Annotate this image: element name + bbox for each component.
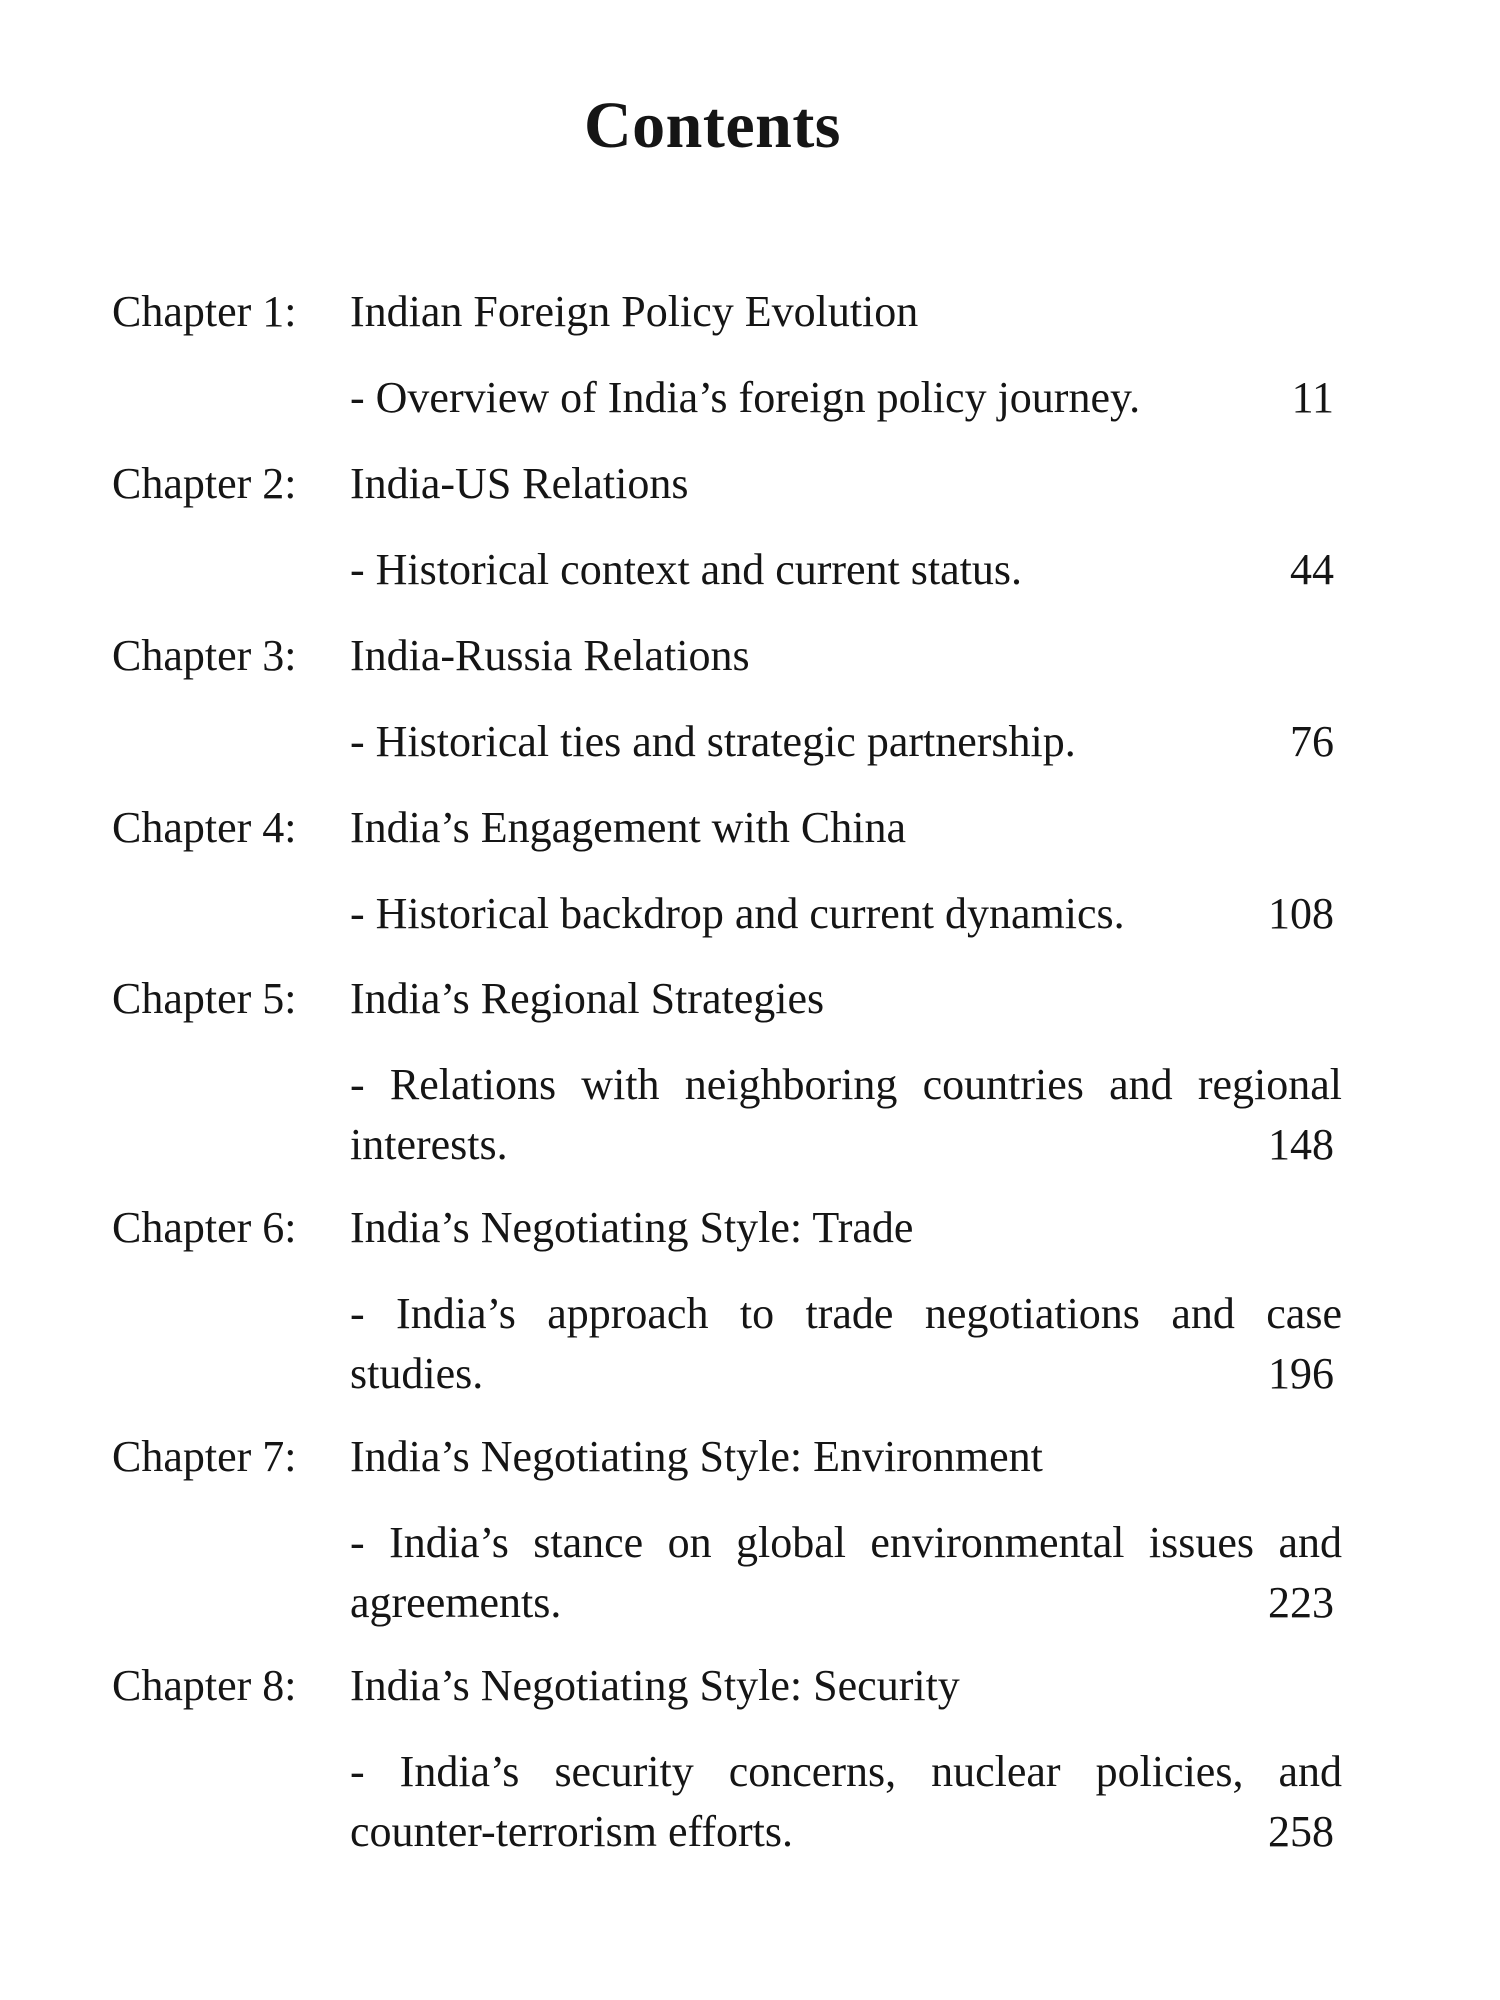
chapter-page-number[interactable]: 196 <box>1268 1349 1334 1398</box>
chapter-description: - Historical backdrop and current dynamics. <box>350 889 1125 938</box>
chapter-description: - India’s approach to trade negotiations and case studies. <box>350 1289 1342 1398</box>
chapter-title[interactable]: India’s Regional Strategies <box>350 974 825 1023</box>
chapter-label: Chapter 4: <box>112 803 297 852</box>
chapter-title[interactable]: India’s Negotiating Style: Environment <box>350 1432 1043 1481</box>
chapter-label: Chapter 1: <box>112 287 297 336</box>
chapter-title[interactable]: India’s Negotiating Style: Trade <box>350 1203 914 1252</box>
chapter-label: Chapter 6: <box>112 1203 297 1252</box>
chapter-label: Chapter 2: <box>112 459 297 508</box>
chapter-label: Chapter 8: <box>112 1661 297 1710</box>
chapter-label: Chapter 3: <box>112 631 297 680</box>
chapter-page-number[interactable]: 11 <box>1291 373 1334 422</box>
chapter-description: - Overview of India’s foreign policy journey. <box>350 373 1141 422</box>
chapter-description: - Relations with neighboring countries and regional interests. <box>350 1060 1342 1169</box>
chapter-page-number[interactable]: 108 <box>1268 889 1334 938</box>
chapter-description: - Historical ties and strategic partnership. <box>350 717 1076 766</box>
chapter-title[interactable]: Indian Foreign Policy Evolution <box>350 287 919 336</box>
chapter-label: Chapter 5: <box>112 974 297 1023</box>
page-title: Contents <box>583 89 841 162</box>
chapter-title[interactable]: India-US Relations <box>350 459 689 508</box>
chapter-title[interactable]: India’s Negotiating Style: Security <box>350 1661 960 1710</box>
chapter-description: - India’s security concerns, nuclear policies, and counter-terrorism efforts. <box>350 1747 1342 1856</box>
chapter-title[interactable]: India-Russia Relations <box>350 631 750 680</box>
chapter-label: Chapter 7: <box>112 1432 297 1481</box>
chapter-description: - Historical context and current status. <box>350 545 1023 594</box>
chapter-page-number[interactable]: 76 <box>1290 717 1334 766</box>
chapter-description: - India’s stance on global environmental issues and agreements. <box>350 1518 1342 1627</box>
chapter-page-number[interactable]: 223 <box>1268 1578 1334 1627</box>
chapter-page-number[interactable]: 148 <box>1268 1120 1334 1169</box>
chapter-page-number[interactable]: 258 <box>1268 1807 1334 1856</box>
chapter-title[interactable]: India’s Engagement with China <box>350 803 906 852</box>
chapter-page-number[interactable]: 44 <box>1290 545 1334 594</box>
